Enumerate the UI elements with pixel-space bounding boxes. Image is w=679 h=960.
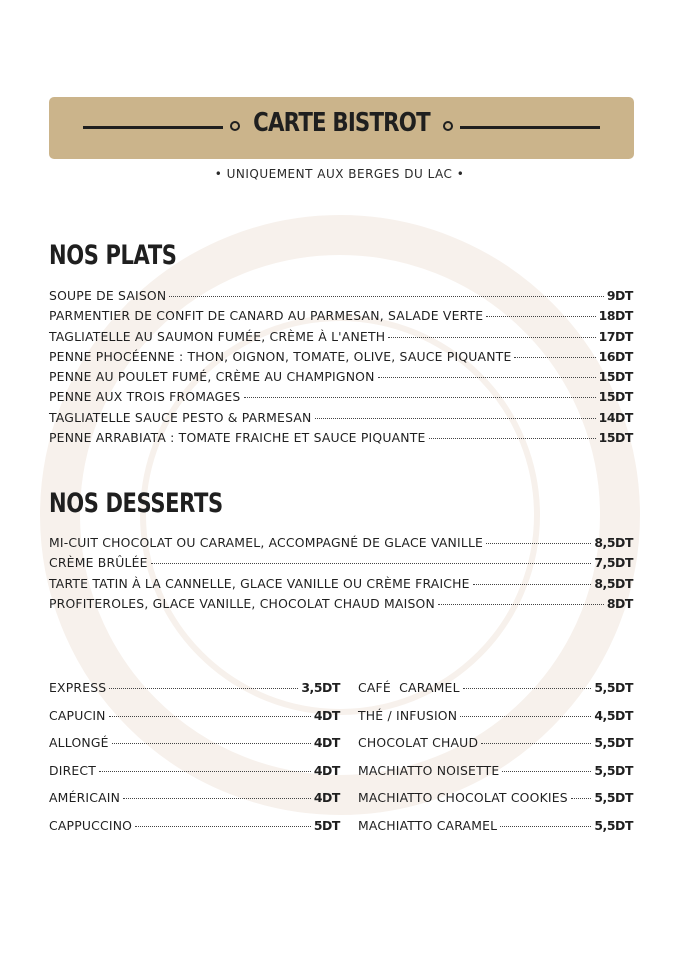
- menu-item: THÉ / INFUSION 4,5DT: [358, 707, 633, 723]
- menu-item: DIRECT 4DT: [49, 762, 340, 778]
- menu-item: TAGLIATELLE SAUCE PESTO & PARMESAN 14DT: [49, 409, 633, 425]
- menu-item: TAGLIATELLE AU SAUMON FUMÉE, CRÈME À L'ANETH 17DT: [49, 328, 633, 344]
- menu-item: MACHIATTO NOISETTE 5,5DT: [358, 762, 633, 778]
- menu-item: CAPPUCCINO 5DT: [49, 817, 340, 833]
- menu-item: CHOCOLAT CHAUD 5,5DT: [358, 735, 633, 750]
- drinks-list-right: [358, 680, 633, 845]
- banner-rule-right: [460, 126, 600, 129]
- menu-item: PENNE AU POULET FUMÉ, CRÈME AU CHAMPIGNON 15DT: [49, 369, 633, 385]
- menu-item: ALLONGÉ 4DT: [49, 735, 340, 750]
- menu-item: MACHIATTO CHOCOLAT COOKIES 5,5DT: [358, 790, 633, 805]
- title-banner: [49, 97, 634, 159]
- section-title-plats: NOS PLATS: [49, 240, 177, 271]
- menu-subtitle: • UNIQUEMENT AUX BERGES DU LAC •: [214, 167, 465, 181]
- menu-item: TARTE TATIN À LA CANNELLE, GLACE VANILLE OU CRÈME FRAICHE 8,5DT: [49, 575, 633, 591]
- drinks-list-left: [49, 680, 340, 845]
- banner-ornament-right-icon: [443, 121, 453, 131]
- menu-title: CARTE BISTROT: [253, 108, 430, 138]
- menu-item: CAFÉ CARAMEL 5,5DT: [358, 680, 633, 695]
- section-title-desserts: NOS DESSERTS: [49, 488, 223, 519]
- desserts-list: [49, 535, 633, 616]
- menu-item: PENNE PHOCÉENNE : THON, OIGNON, TOMATE, OLIVE, SAUCE PIQUANTE 16DT: [49, 348, 633, 364]
- menu-item: PENNE ARRABIATA : TOMATE FRAICHE ET SAUCE PIQUANTE 15DT: [49, 430, 633, 446]
- menu-item: MACHIATTO CARAMEL 5,5DT: [358, 817, 633, 833]
- plats-list: [49, 288, 633, 450]
- menu-item: MI-CUIT CHOCOLAT OU CARAMEL, ACCOMPAGNÉ DE GLACE VANILLE 8,5DT: [49, 535, 633, 550]
- menu-item: PARMENTIER DE CONFIT DE CANARD AU PARMESAN, SALADE VERTE 18DT: [49, 308, 633, 324]
- menu-item: CRÈME BRÛLÉE 7,5DT: [49, 555, 633, 571]
- menu-item: PENNE AUX TROIS FROMAGES 15DT: [49, 389, 633, 405]
- menu-item: EXPRESS 3,5DT: [49, 680, 340, 695]
- menu-item: SOUPE DE SAISON 9DT: [49, 288, 633, 303]
- menu-item: AMÉRICAIN 4DT: [49, 790, 340, 805]
- menu-item: CAPUCIN 4DT: [49, 707, 340, 723]
- menu-item: PROFITEROLES, GLACE VANILLE, CHOCOLAT CHAUD MAISON 8DT: [49, 595, 633, 611]
